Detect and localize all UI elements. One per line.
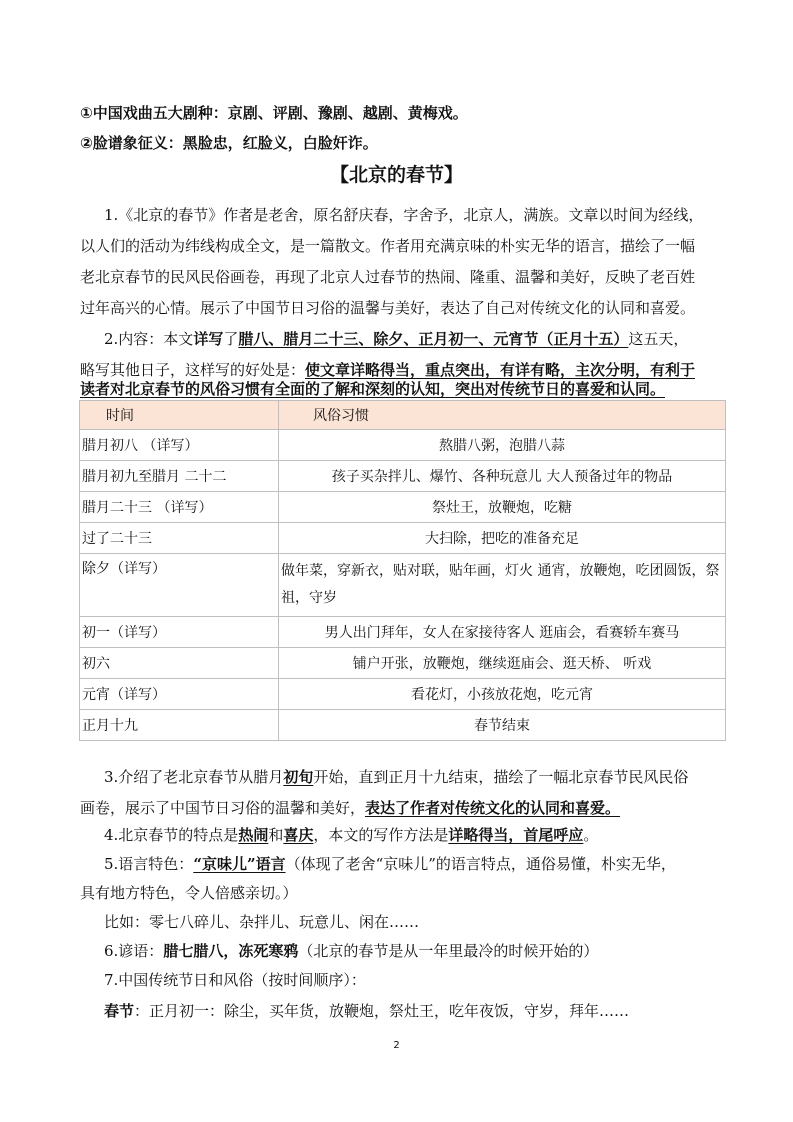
para2-text: 略写其他日子，这样写的好处是：: [80, 361, 306, 379]
para4-lively: 热闹: [238, 826, 269, 844]
facial-mask-line: ②脸谱象征义：黑脸忠，红脸义，白脸奸诈。: [80, 134, 378, 152]
row-time: 初六: [80, 648, 279, 679]
table-row: [80, 554, 726, 617]
para3-early: 初旬: [283, 768, 314, 786]
row-time: 正月十九: [80, 710, 279, 741]
para3-text: 开始，直到正月十九结束，描绘了一幅北京春节民风民俗: [313, 768, 689, 786]
table-row: [80, 648, 726, 679]
para6-text: （北京的春节是从一年里最冷的时候开始的）: [298, 942, 599, 960]
para1-line2: 以人们的活动为纬线构成全文，是一篇散文。作者用充满京味的朴实无华的语言，描绘了一幅: [80, 237, 696, 255]
para4-festive: 喜庆: [283, 826, 314, 844]
section-title: 【北京的春节】: [329, 164, 463, 186]
table-row: [80, 617, 726, 648]
para4-line: [104, 820, 720, 851]
example-line: 比如：零七八碎儿、杂拌儿、玩意儿、闲在……: [104, 913, 420, 931]
para2-benefit: 使文章详略得当，重点突出，有详有略，主次分明，有利于: [305, 361, 696, 379]
para5-text: 5.语言特色：: [104, 855, 194, 873]
table-row: [80, 679, 726, 710]
para3-text: 画卷，展示了中国节日习俗的温馨和美好，: [80, 799, 366, 817]
para5-style: “京味儿”语言: [193, 855, 286, 873]
row-time: 元宵（详写）: [80, 679, 279, 710]
row-custom: 春节结束: [279, 710, 726, 741]
para4-text: 。: [583, 826, 599, 844]
para2-days: 腊八、腊月二十三、除夕、正月初一、元宵节（正月十五）: [238, 330, 629, 348]
table-row: [80, 430, 726, 461]
para6-text: 6.谚语：: [104, 942, 164, 960]
row-custom: 祭灶王，放鞭炮，吃糖: [279, 492, 726, 523]
para5-line1: [104, 849, 720, 880]
para2-line1: [104, 324, 720, 355]
row-time: 腊月二十三 （详写）: [80, 492, 279, 523]
para1-line1: 1.《北京的春节》作者是老舍，原名舒庆春，字舍予，北京人，满族。文章以时间为经线，: [104, 206, 704, 224]
row-time: 初一（详写）: [80, 617, 279, 648]
para2-text: 2.内容：本文: [104, 330, 194, 348]
row-custom: 铺户开张，放鞭炮，继续逛庙会、逛天桥、 听戏: [279, 648, 726, 679]
row-custom: 大扫除，把吃的准备充足: [279, 523, 726, 554]
para2-text: 这五天，: [628, 330, 689, 348]
row-time: 腊月初九至腊月 二十二: [80, 461, 279, 492]
header-custom: 风俗习惯: [279, 401, 726, 430]
table-row: [80, 492, 726, 523]
row-custom: 孩子买杂拌儿、爆竹、各种玩意儿 大人预备过年的物品: [279, 461, 726, 492]
row-time: 过了二十三: [80, 523, 279, 554]
para1-line3: 老北京春节的民风民俗画卷，再现了北京人过春节的热闹、隆重、温馨和美好，反映了老百姓: [80, 268, 696, 286]
para2-text: 了: [223, 330, 239, 348]
para3-conclusion: 表达了作者对传统文化的认同和喜爱。: [365, 799, 621, 817]
row-time: 除夕（详写）: [80, 554, 279, 617]
para8-line: [104, 996, 720, 1027]
table-header-row: [80, 401, 726, 430]
opera-types-line: ①中国戏曲五大剧种：京剧、评剧、豫剧、越剧、黄梅戏。: [80, 104, 468, 122]
para8-text: ：正月初一：除尘，买年货，放鞭炮，祭灶王，吃年夜饭，守岁，拜年……: [134, 1002, 630, 1020]
para7-line: 7.中国传统节日和风俗（按时间顺序）：: [104, 971, 366, 989]
para2-line3: 读者对北京春节的风俗习惯有全面的了解和深刻的认知，突出对传统节日的喜爱和认同。: [80, 380, 666, 398]
table-row: [80, 710, 726, 741]
para5-line2: 具有地方特色，令人倍感亲切。）: [80, 884, 298, 902]
para3-text: 3.介绍了老北京春节从腊月: [104, 768, 284, 786]
row-custom: 熬腊八粥，泡腊八蒜: [279, 430, 726, 461]
row-time: 腊月初八 （详写）: [80, 430, 279, 461]
customs-table: [79, 400, 726, 741]
para5-text: （体现了老舍“京味儿”的语言特点，通俗易懂，朴实无华，: [285, 855, 676, 873]
para4-text: ，本文的写作方法是: [313, 826, 449, 844]
table-row: [80, 523, 726, 554]
row-custom: 看花灯，小孩放花炮，吃元宵: [279, 679, 726, 710]
para3-line1: [104, 762, 720, 793]
para6-proverb: 腊七腊八，冻死寒鸦: [163, 942, 299, 960]
para2-detail-word: 详写: [193, 330, 224, 348]
para4-text: 和: [268, 826, 284, 844]
table-row: [80, 461, 726, 492]
para4-text: 4.北京春节的特点是: [104, 826, 239, 844]
page-number: 2: [393, 1040, 400, 1051]
para4-method: 详略得当，首尾呼应: [448, 826, 584, 844]
spring-festival-label: 春节: [104, 1002, 135, 1020]
para1-line4: 过年高兴的心情。展示了中国节日习俗的温馨与美好，表达了自己对传统文化的认同和喜爱。: [80, 299, 696, 317]
header-time: 时间: [80, 401, 279, 430]
row-custom: 做年菜，穿新衣，贴对联，贴年画，灯火 通宵，放鞭炮，吃团圆饭，祭祖，守岁: [279, 554, 726, 617]
para6-line: [104, 936, 720, 967]
row-custom: 男人出门拜年，女人在家接待客人 逛庙会，看赛轿车赛马: [279, 617, 726, 648]
